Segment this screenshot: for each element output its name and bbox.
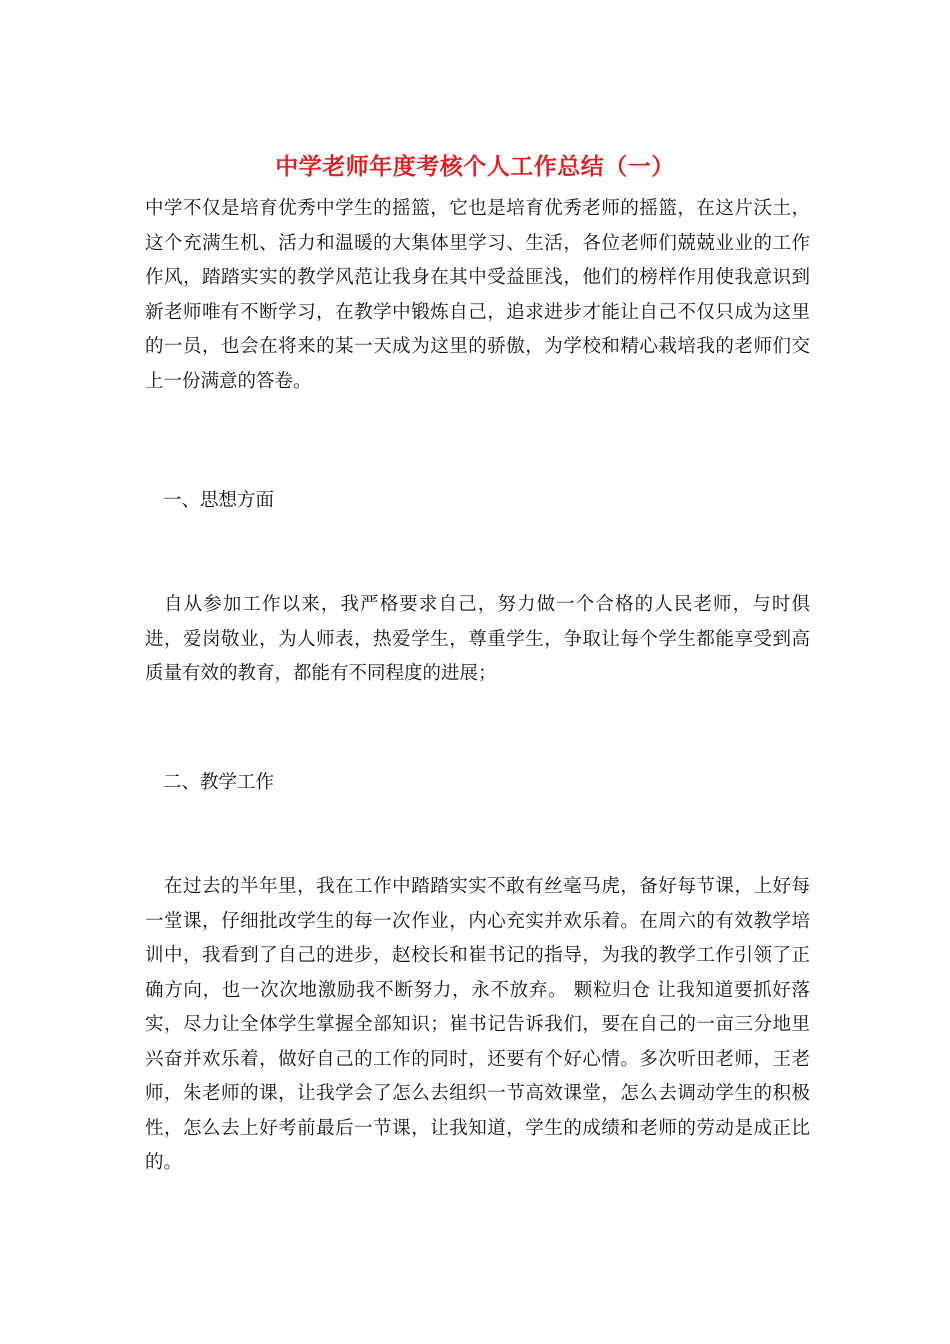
section-heading-thinking: 一、思想方面 — [163, 490, 275, 511]
section-body-thinking: 自从参加工作以来，我严格要求自己，努力做一个合格的人民老师，与时俱进，爱岗敬业，为人师表，热爱学生，尊重学生，争取让每个学生都能享受到高质量有效的教育，都能有不同程度的进展； — [145, 594, 810, 684]
intro-paragraph: 中学不仅是培育优秀中学生的摇篮，它也是培育优秀老师的摇篮，在这片沃土，这个充满生机、活力和温暖的大集体里学习、生活，各位老师们兢兢业业的工作作风，踏踏实实的教学风范让我身在其中受益匪浅，他们的榜样作用使我意识到新老师唯有不断学习，在教学中锻炼自己，追求进步才能让自己不仅只成为这里的一员，也会在将来的某一天成为这里的骄傲，为学校和精心栽培我的老师们交上一份满意的答卷。 — [145, 198, 810, 392]
section-heading-teaching: 二、教学工作 — [163, 772, 275, 793]
document-title: 中学老师年度考核个人工作总结（一） — [275, 153, 675, 180]
section-body-teaching: 在过去的半年里，我在工作中踏踏实实不敢有丝毫马虎，备好每节课，上好每一堂课，仔细批改学生的每一次作业，内心充实并欢乐着。在周六的有效教学培训中，我看到了自己的进步，赵校长和崔书记的指导，为我的教学工作引领了正确方向，也一次次地激励我不断努力，永不放弃。 颗粒归仓 让我知道要抓好落实，尽力让全体学生掌握全部知识；崔书记告诉我们，要在自己的一亩三分地里兴奋并欢乐着，做好自己的工作的同时，还要有个好心情。多次听田老师，王老师，朱老师的课，让我学会了怎么去组织一节高效课堂，怎么去调动学生的积极性，怎么去上好考前最后一节课，让我知道，学生的成绩和老师的劳动是成正比的。 — [145, 876, 810, 1173]
